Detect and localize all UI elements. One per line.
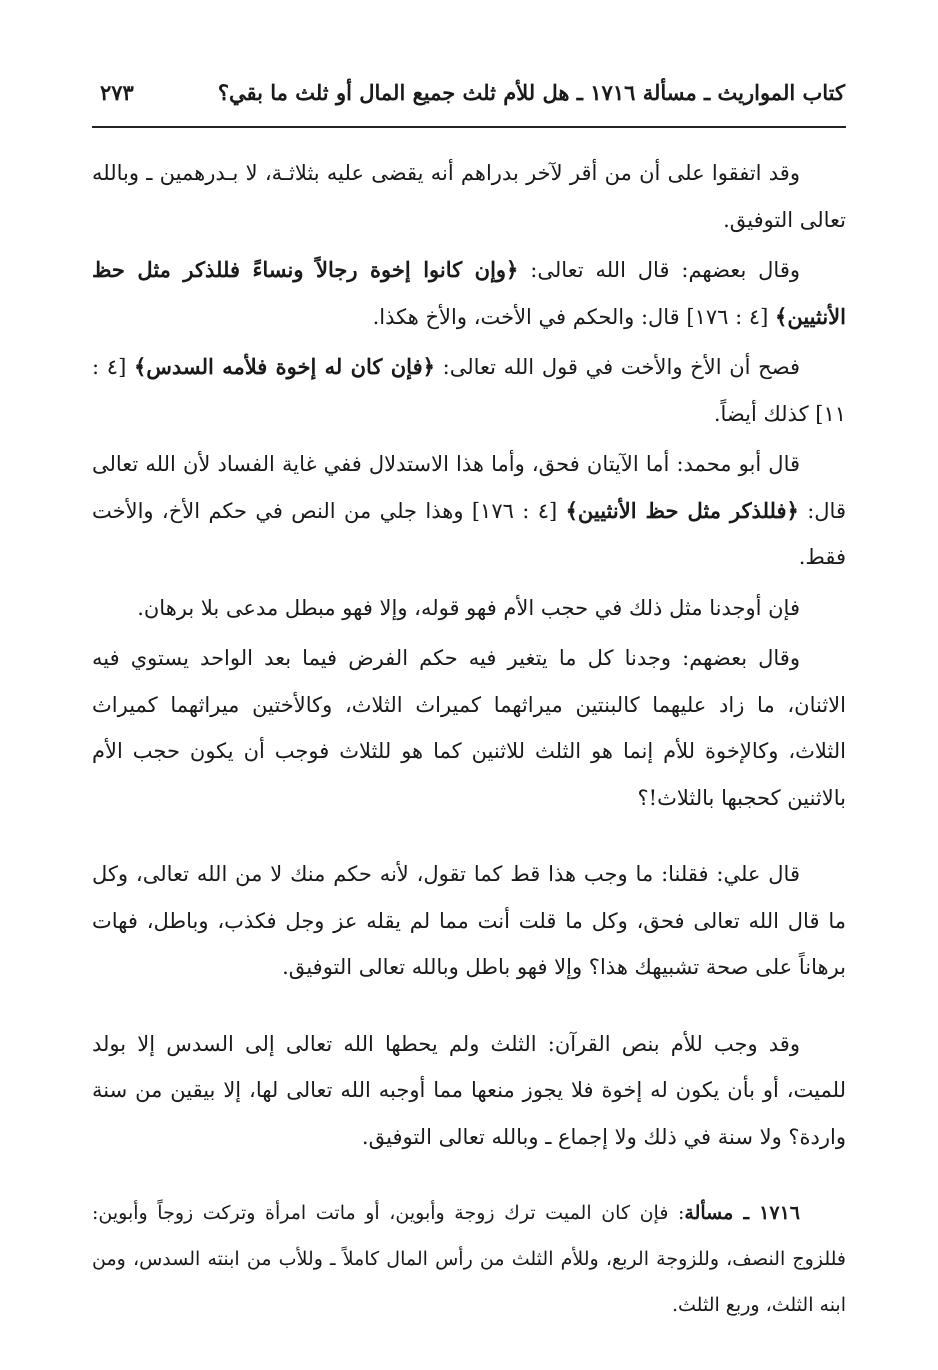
running-header	[95, 74, 845, 118]
quran-quote: ﴿فللذكر مثل حظ الأنثيين﴾	[565, 497, 799, 523]
header-rule	[92, 126, 846, 128]
quran-quote: ﴿فإن كان له إخوة فلأمه السدس﴾	[133, 354, 435, 379]
paragraph-text: قال أبو محمد: أما الآيتان فحق، وأما هذا الاستدلال ففي غاية الفساد لأن الله تعالى قال:	[92, 452, 846, 523]
paragraph-text: [٤ : ١٧٦] قال: والحكم في الأخت، والأخ هكذا.	[372, 304, 776, 329]
paragraph-text: وقال بعضهم: وجدنا كل ما يتغير فيه حكم الفرض فيما بعد الواحد يستوي فيه الاثنان، ما زاد عليهما كالبنتين ميراثهما كميراث الثلاث، وكالأختين ميراثهما كميراث الثلاث، وكالإخوة للأم إنما هو الثلث للاثنين كما هو للثلاث فوجب أن يكون حجب الأم بالاثنين كحجبها بالثلاث!؟	[92, 646, 846, 810]
paragraph-text: : فإن كان الميت ترك زوجة وأبوين، أو ماتت امرأة وتركت زوجاً وأبوين: فللزوج النصف، وللزوجة الربع، وللأم الثلث من رأس المال كاملاً ـ وللأب من ابنته السدس، ومن ابنه الثلث، وربع الثلث.	[92, 1202, 846, 1316]
issue-number: ١٧١٦ ـ مسألة	[684, 1202, 800, 1224]
paragraph-3	[92, 344, 846, 437]
paragraph-text: وقد وجب للأم بنص القرآن: الثلث ولم يحطها الله تعالى إلى السدس إلا بولد للميت، أو بأن يكون له إخوة فلا يجوز منعها مما أوجبه الله تعالى لها، إلا بيقين من سنة واردة؟ ولا سنة في ذلك ولا إجماع ـ وبالله تعالى التوفيق.	[92, 1031, 846, 1149]
paragraph-6	[92, 635, 846, 821]
header-title: كتاب المواريث ـ مسألة ١٧١٦ ـ هل للأم ثلث جميع المال أو ثلث ما بقي؟	[217, 80, 845, 105]
paragraph-4	[92, 441, 846, 581]
paragraph-text: وقد اتفقوا على أن من أقر لآخر بدراهم أنه يقضى عليه بثلاثـة، لا بـدرهمين ـ وبالله تعالى التوفيق.	[92, 161, 846, 232]
paragraph-9	[92, 1190, 846, 1328]
paragraph-5	[92, 585, 846, 632]
quran-quote: ﴿وإن كانوا إخوة رجالاً ونساءً فللذكر مثل حظ الأنثيين﴾	[92, 257, 846, 329]
paragraph-text: فإن أوجدنا مثل ذلك في حجب الأم فهو قوله، وإلا فهو مبطل مدعى بلا برهان.	[137, 595, 800, 620]
paragraph-1	[92, 150, 846, 243]
paragraph-7	[92, 851, 846, 991]
paragraph-text: وقال بعضهم: قال الله تعالى:	[518, 258, 801, 282]
paragraph-8	[92, 1021, 846, 1161]
page-body	[92, 150, 846, 1332]
paragraph-text: [٤ : ١٧٦] وهذا جلي من النص في حكم الأخ، والأخت فقط.	[92, 498, 846, 569]
paragraph-text: قال علي: فقلنا: ما وجب هذا قط كما تقول، لأنه حكم منك لا من الله تعالى، وكل ما قال الله تعالى فحق، وكل ما قلت أنت مما لم يقله عز وجل فكذب، وباطل، فهات برهاناً على صحة تشبيهك هذا؟ وإلا فهو باطل وبالله تعالى التوفيق.	[92, 862, 846, 979]
paragraph-2	[92, 247, 846, 340]
paragraph-text: فصح أن الأخ والأخت في قول الله تعالى:	[434, 355, 800, 379]
paragraph-text: [٤ : ١١] كذلك أيضاً.	[92, 355, 846, 426]
page-number: ٢٧٣	[100, 80, 134, 105]
